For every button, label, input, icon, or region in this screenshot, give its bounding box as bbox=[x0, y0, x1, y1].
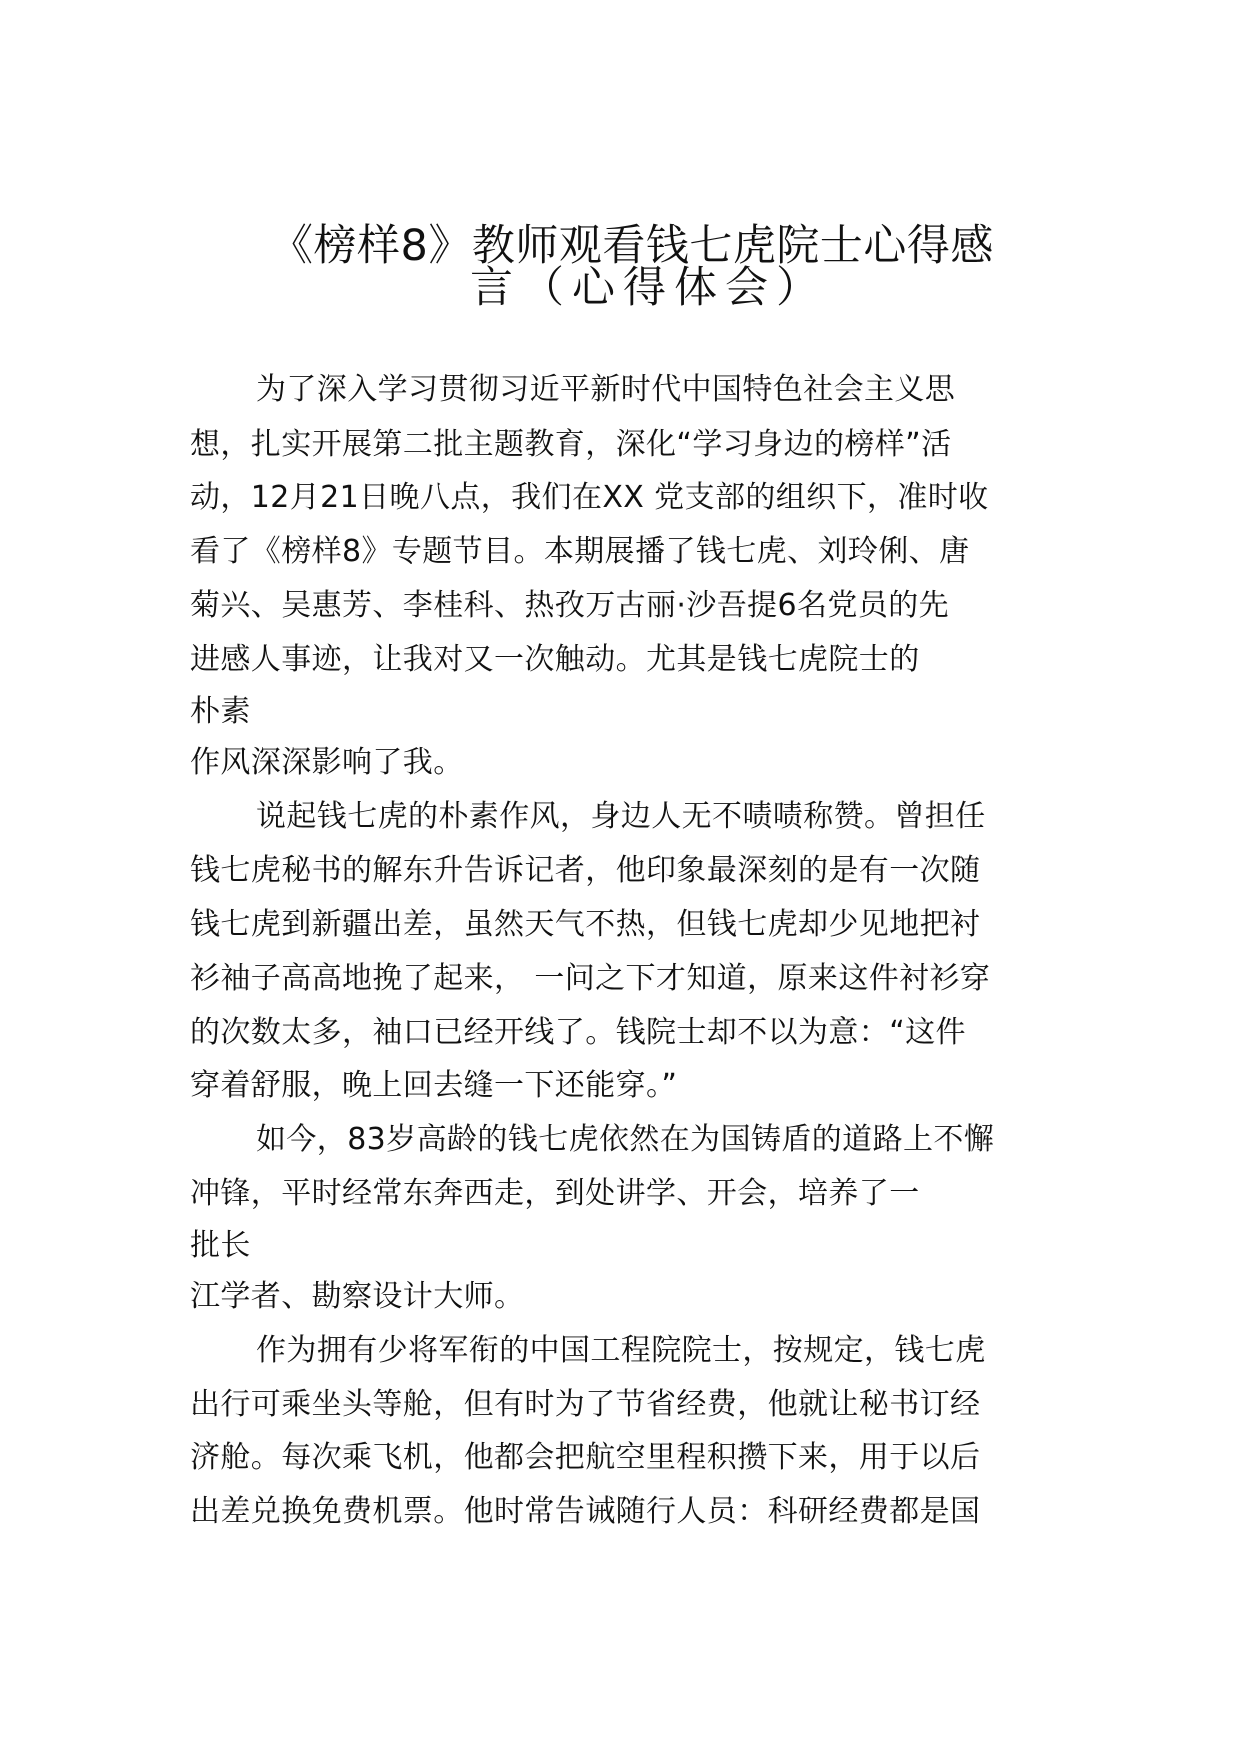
paragraph-1-line-4: 看了《榜样8》专题节目。本期展播了钱七虎、刘玲俐、唐 bbox=[190, 534, 970, 569]
paragraph-2-line-1: 说起钱七虎的朴素作风，身边人无不啧啧称赞。曾担任 bbox=[256, 799, 986, 834]
paragraph-1-line-5: 菊兴、吴惠芳、李桂科、热孜万古丽·沙吾提6名党员的先 bbox=[190, 588, 950, 623]
paragraph-3-line-1: 如今，83岁高龄的钱七虎依然在为国铸盾的道路上不懈 bbox=[256, 1122, 995, 1157]
paragraph-2-line-5: 的次数太多，袖口已经开线了。钱院士却不以为意：“这件 bbox=[190, 1015, 966, 1050]
paragraph-1-line-2: 想，扎实开展第二批主题教育，深化“学习身边的榜样”活 bbox=[190, 427, 952, 462]
paragraph-3-line-3: 批长 bbox=[190, 1228, 251, 1263]
paragraph-2-line-2: 钱七虎秘书的解东升告诉记者，他印象最深刻的是有一次随 bbox=[190, 853, 981, 888]
paragraph-3-line-2: 冲锋，平时经常东奔西走，到处讲学、开会，培养了一 bbox=[190, 1176, 920, 1211]
paragraph-2-line-3: 钱七虎到新疆出差，虽然天气不热，但钱七虎却少见地把衬 bbox=[190, 907, 981, 942]
paragraph-2-line-4: 衫袖子高高地挽了起来， 一问之下才知道，原来这件衬衫穿 bbox=[190, 961, 991, 996]
paragraph-4-line-1: 作为拥有少将军衔的中国工程院院士，按规定，钱七虎 bbox=[256, 1333, 986, 1368]
paragraph-4-line-2: 出行可乘坐头等舱，但有时为了节省经费，他就让秘书订经 bbox=[190, 1387, 981, 1422]
paragraph-4-line-3: 济舱。每次乘飞机，他都会把航空里程积攒下来，用于以后 bbox=[190, 1440, 981, 1475]
paragraph-1-line-8: 作风深深影响了我。 bbox=[190, 745, 464, 780]
document-title: 《榜样8》教师观看钱七虎院士心得感 bbox=[270, 221, 994, 271]
paragraph-1-line-3: 动，12月21日晚八点，我们在XX 党支部的组织下，准时收 bbox=[190, 480, 989, 515]
paragraph-4-line-4: 出差兑换免费机票。他时常告诫随行人员：科研经费都是国 bbox=[190, 1494, 981, 1529]
document-title-line2: 言（心得体会） bbox=[470, 263, 827, 313]
paragraph-3-line-4: 江学者、勘察设计大师。 bbox=[190, 1279, 525, 1314]
paragraph-2-line-6: 穿着舒服，晚上回去缝一下还能穿。” bbox=[190, 1068, 678, 1103]
paragraph-1-line-6: 进感人事迹，让我对又一次触动。尤其是钱七虎院士的 bbox=[190, 642, 920, 677]
paragraph-1-line-1: 为了深入学习贯彻习近平新时代中国特色社会主义思 bbox=[256, 372, 956, 407]
paragraph-1-line-7: 朴素 bbox=[190, 694, 251, 729]
